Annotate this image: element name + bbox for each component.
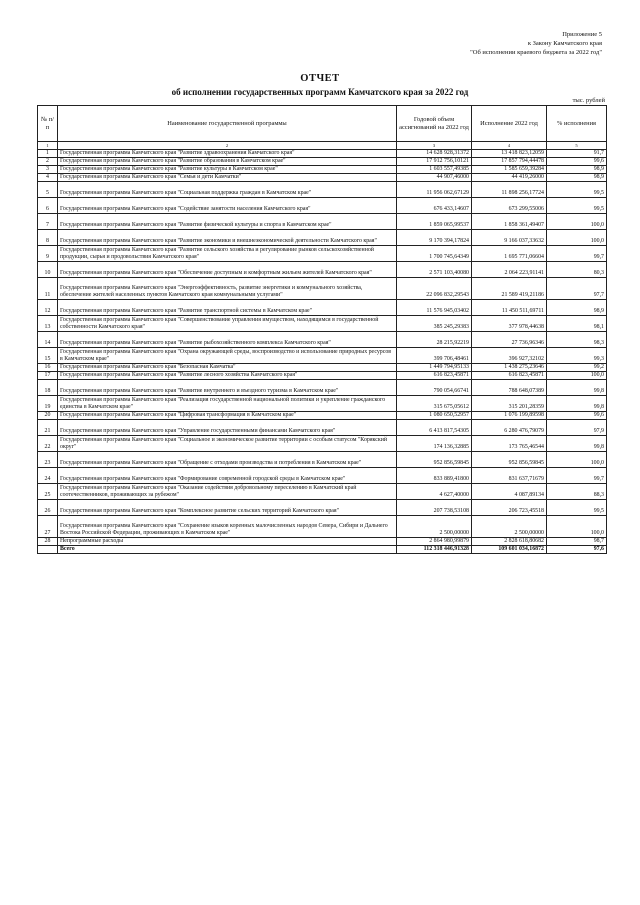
- actual-amount: 616 823,45871: [472, 372, 547, 380]
- table-row: [38, 230, 607, 246]
- program-name: Государственная программа Камчатского края "Безопасная Камчатка": [58, 364, 397, 372]
- planned-amount: 1 859 065,99537: [397, 214, 472, 230]
- actual-amount: 17 857 794,44478: [472, 158, 547, 166]
- table-row: [38, 214, 607, 230]
- row-number: 2: [38, 158, 58, 166]
- planned-amount: 2 864 980,99879: [397, 538, 472, 546]
- actual-amount: 2 500,00000: [472, 516, 547, 538]
- table-row: [38, 516, 607, 538]
- execution-percent: 100,0: [547, 452, 607, 468]
- actual-amount: 11 898 256,17724: [472, 182, 547, 198]
- table-row: [38, 396, 607, 412]
- program-name: Государственная программа Камчатского края "Реализация государственной национальной политики и укрепление гражданского единства в Камчатском крае": [58, 396, 397, 412]
- row-number: 16: [38, 364, 58, 372]
- execution-percent: 99,5: [547, 198, 607, 214]
- actual-amount: 11 450 511,69711: [472, 300, 547, 316]
- table-header-row: [38, 106, 607, 142]
- row-number: 5: [38, 182, 58, 198]
- actual-amount: 2 064 223,91141: [472, 262, 547, 278]
- program-name: Государственная программа Камчатского края "Цифровая трансформация в Камчатском крае": [58, 412, 397, 420]
- column-index: 5: [547, 142, 607, 150]
- program-name: Государственная программа Камчатского края "Развитие культуры в Камчатском крае": [58, 166, 397, 174]
- execution-percent: 99,5: [547, 500, 607, 516]
- program-name: Государственная программа Камчатского края "Развитие образования в Камчатском крае": [58, 158, 397, 166]
- row-number: 23: [38, 452, 58, 468]
- report-title: ОТЧЕТ: [300, 73, 340, 84]
- program-name: Государственная программа Камчатского края "Семья и дети Камчатки": [58, 174, 397, 182]
- execution-percent: 98,9: [547, 166, 607, 174]
- table-row: [38, 436, 607, 452]
- planned-amount: 1 700 745,64349: [397, 246, 472, 262]
- appendix-line-2: к Закону Камчатского края: [527, 40, 602, 47]
- program-name: Государственная программа Камчатского края "Содействие занятости населения Камчатского края": [58, 198, 397, 214]
- row-number: 4: [38, 174, 58, 182]
- program-name: Государственная программа Камчатского края "Развитие внутреннего и въездного туризма в Камчатском крае": [58, 380, 397, 396]
- appendix-line-3: "Об исполнении краевого бюджета за 2022 год": [470, 49, 602, 56]
- table-body: [38, 150, 607, 554]
- report-table: [37, 105, 607, 554]
- program-name: Государственная программа Камчатского края "Развитие экономики и внешнеэкономической деятельности Камчатского края": [58, 230, 397, 246]
- program-name: Государственная программа Камчатского края "Комплексное развитие сельских территорий Камчатского края": [58, 500, 397, 516]
- program-name: Государственная программа Камчатского края "Энергоэффективность, развитие энергетики и коммунального хозяйства, обеспечение жителей населенных пунктов Камчатского края коммунальными услугами": [58, 278, 397, 300]
- planned-amount: 14 628 928,31372: [397, 150, 472, 158]
- table-row: [38, 262, 607, 278]
- planned-amount: 11 956 062,67129: [397, 182, 472, 198]
- row-number: 18: [38, 380, 58, 396]
- actual-amount: 13 418 823,12059: [472, 150, 547, 158]
- execution-percent: 98,9: [547, 174, 607, 182]
- actual-amount: 396 927,32102: [472, 348, 547, 364]
- row-number: 13: [38, 316, 58, 332]
- execution-percent: 99,3: [547, 348, 607, 364]
- header-num: № п/п: [38, 106, 58, 142]
- execution-percent: 80,3: [547, 262, 607, 278]
- planned-amount: 207 738,53108: [397, 500, 472, 516]
- header-name: Наименование государственной программы: [58, 106, 397, 142]
- actual-amount: 6 280 476,79079: [472, 420, 547, 436]
- planned-amount: 616 823,45871: [397, 372, 472, 380]
- execution-percent: 99,8: [547, 436, 607, 452]
- planned-amount: 1 449 794,95133: [397, 364, 472, 372]
- program-name: Государственная программа Камчатского края "Социальное и экономическое развитие территории с особым статусом "Корякский округ": [58, 436, 397, 452]
- program-name: Государственная программа Камчатского края "Формирование современной городской среды в Камчатском крае": [58, 468, 397, 484]
- execution-percent: 88,3: [547, 484, 607, 500]
- table-row: [38, 500, 607, 516]
- program-name: Государственная программа Камчатского края "Развитие рыбохозяйственного комплекса Камчатского края": [58, 332, 397, 348]
- execution-percent: 99,8: [547, 396, 607, 412]
- program-name: Государственная программа Камчатского края "Обеспечение доступным и комфортным жильем жителей Камчатского края": [58, 262, 397, 278]
- program-name: Государственная программа Камчатского края "Развитие транспортной системы в Камчатском крае": [58, 300, 397, 316]
- row-number: 12: [38, 300, 58, 316]
- execution-percent: 100,0: [547, 214, 607, 230]
- actual-amount: 377 978,44638: [472, 316, 547, 332]
- planned-amount: 399 706,48461: [397, 348, 472, 364]
- program-name: Государственная программа Камчатского края "Сохранение языков коренных малочисленных народов Севера, Сибири и Дальнего Востока Российской Федерации, проживающих в Камчатском крае": [58, 516, 397, 538]
- execution-percent: 91,7: [547, 150, 607, 158]
- table-row: [38, 364, 607, 372]
- report-subtitle: об исполнении государственных программ Камчатского края за 2022 год: [171, 87, 469, 97]
- table-row: [38, 420, 607, 436]
- execution-percent: 98,9: [547, 300, 607, 316]
- header-percent: % исполнения: [547, 106, 607, 142]
- total-execution-percent: 97,6: [547, 546, 607, 554]
- units-label: тыс. рублей: [572, 97, 605, 104]
- execution-percent: 99,2: [547, 364, 607, 372]
- execution-percent: 98,7: [547, 538, 607, 546]
- column-index-row: [38, 142, 607, 150]
- table-row: [38, 452, 607, 468]
- column-index: 2: [58, 142, 397, 150]
- column-index: 3: [397, 142, 472, 150]
- planned-amount: 676 433,14607: [397, 198, 472, 214]
- row-number: 6: [38, 198, 58, 214]
- appendix-line-1: Приложение 5: [562, 31, 602, 38]
- row-number: 17: [38, 372, 58, 380]
- row-number: 15: [38, 348, 58, 364]
- actual-amount: 21 589 419,21186: [472, 278, 547, 300]
- table-row: [38, 412, 607, 420]
- table-row: [38, 538, 607, 546]
- row-number: 19: [38, 396, 58, 412]
- actual-amount: 673 299,55006: [472, 198, 547, 214]
- row-number: 7: [38, 214, 58, 230]
- program-name: Государственная программа Камчатского края "Оказание содействия добровольному переселению в Камчатский край соотечественников, проживающих за рубежом": [58, 484, 397, 500]
- execution-percent: 97,9: [547, 420, 607, 436]
- program-name: Государственная программа Камчатского края "Развитие сельского хозяйства и регулирование рынков сельскохозяйственной продукции, сырья и продовольствия Камчатского края": [58, 246, 397, 262]
- planned-amount: 315 675,05612: [397, 396, 472, 412]
- planned-amount: 1 603 557,49385: [397, 166, 472, 174]
- planned-amount: 22 096 832,29543: [397, 278, 472, 300]
- row-number: 25: [38, 484, 58, 500]
- planned-amount: 11 576 945,03402: [397, 300, 472, 316]
- actual-amount: 1 076 199,89598: [472, 412, 547, 420]
- execution-percent: 97,7: [547, 278, 607, 300]
- total-row-number: [38, 546, 58, 554]
- planned-amount: 9 170 394,17824: [397, 230, 472, 246]
- execution-percent: 99,8: [547, 380, 607, 396]
- planned-amount: 17 912 756,10121: [397, 158, 472, 166]
- program-name: Государственная программа Камчатского края "Развитие физической культуры и спорта в Камчатском крае": [58, 214, 397, 230]
- program-name: Государственная программа Камчатского края "Охрана окружающей среды, воспроизводство и использование природных ресурсов в Камчатском крае": [58, 348, 397, 364]
- planned-amount: 6 413 817,54305: [397, 420, 472, 436]
- row-number: 20: [38, 412, 58, 420]
- row-number: 8: [38, 230, 58, 246]
- row-number: 9: [38, 246, 58, 262]
- table-row: [38, 468, 607, 484]
- table-row: [38, 158, 607, 166]
- actual-amount: 315 201,28359: [472, 396, 547, 412]
- row-number: 22: [38, 436, 58, 452]
- execution-percent: 99,7: [547, 246, 607, 262]
- actual-amount: 1 585 659,39284: [472, 166, 547, 174]
- total-planned-amount: 112 318 446,91328: [397, 546, 472, 554]
- program-name: Государственная программа Камчатского края "Обращение с отходами производства и потребления в Камчатском крае": [58, 452, 397, 468]
- program-name: Государственная программа Камчатского края "Развитие лесного хозяйства Камчатского края": [58, 372, 397, 380]
- table-row: [38, 484, 607, 500]
- execution-percent: 100,0: [547, 372, 607, 380]
- appendix-note: [362, 30, 602, 57]
- planned-amount: 790 054,66741: [397, 380, 472, 396]
- actual-amount: 1 695 771,06604: [472, 246, 547, 262]
- actual-amount: 206 723,45518: [472, 500, 547, 516]
- row-number: 26: [38, 500, 58, 516]
- actual-amount: 173 765,46544: [472, 436, 547, 452]
- row-number: 21: [38, 420, 58, 436]
- row-number: 24: [38, 468, 58, 484]
- table-row: [38, 332, 607, 348]
- execution-percent: 98,3: [547, 332, 607, 348]
- actual-amount: 27 736,96346: [472, 332, 547, 348]
- table-row: [38, 372, 607, 380]
- header-plan: Годовой объем ассигнований на 2022 год: [397, 106, 472, 142]
- execution-percent: 99,7: [547, 468, 607, 484]
- column-index: 4: [472, 142, 547, 150]
- table-row: [38, 174, 607, 182]
- planned-amount: 833 889,41800: [397, 468, 472, 484]
- table-row: [38, 246, 607, 262]
- actual-amount: 2 828 618,80682: [472, 538, 547, 546]
- table-row: [38, 300, 607, 316]
- actual-amount: 1 438 275,23646: [472, 364, 547, 372]
- total-actual-amount: 109 601 034,16872: [472, 546, 547, 554]
- row-number: 11: [38, 278, 58, 300]
- planned-amount: 4 627,40000: [397, 484, 472, 500]
- row-number: 1: [38, 150, 58, 158]
- actual-amount: 788 648,07389: [472, 380, 547, 396]
- actual-amount: 1 858 361,49407: [472, 214, 547, 230]
- program-name: Непрограммные расходы: [58, 538, 397, 546]
- program-name: Государственная программа Камчатского края "Управление государственными финансами Камчатского края": [58, 420, 397, 436]
- execution-percent: 99,6: [547, 158, 607, 166]
- table-row: [38, 198, 607, 214]
- program-name: Государственная программа Камчатского края "Развитие здравоохранения Камчатского края": [58, 150, 397, 158]
- table-row: [38, 182, 607, 198]
- row-number: 14: [38, 332, 58, 348]
- planned-amount: 385 245,29383: [397, 316, 472, 332]
- execution-percent: 100,0: [547, 230, 607, 246]
- execution-percent: 99,6: [547, 412, 607, 420]
- table-row: [38, 348, 607, 364]
- table-row: [38, 150, 607, 158]
- header-actual: Исполнение 2022 год: [472, 106, 547, 142]
- table-row: [38, 278, 607, 300]
- actual-amount: 831 637,71679: [472, 468, 547, 484]
- row-number: 27: [38, 516, 58, 538]
- row-number: 28: [38, 538, 58, 546]
- column-index: 1: [38, 142, 58, 150]
- total-row: [38, 546, 607, 554]
- table-row: [38, 166, 607, 174]
- row-number: 10: [38, 262, 58, 278]
- table-row: [38, 316, 607, 332]
- total-program-name: Всего: [58, 546, 397, 554]
- planned-amount: 44 907,46000: [397, 174, 472, 182]
- program-name: Государственная программа Камчатского края "Совершенствование управления имуществом, находящимся в государственной собственности Камчатского края": [58, 316, 397, 332]
- planned-amount: 2 571 103,40080: [397, 262, 472, 278]
- execution-percent: 100,0: [547, 516, 607, 538]
- actual-amount: 44 419,26000: [472, 174, 547, 182]
- planned-amount: 174 136,32885: [397, 436, 472, 452]
- actual-amount: 952 856,59845: [472, 452, 547, 468]
- planned-amount: 2 500,00000: [397, 516, 472, 538]
- program-name: Государственная программа Камчатского края "Социальная поддержка граждан в Камчатском крае": [58, 182, 397, 198]
- planned-amount: 1 080 650,52957: [397, 412, 472, 420]
- planned-amount: 28 215,92219: [397, 332, 472, 348]
- row-number: 3: [38, 166, 58, 174]
- actual-amount: 4 087,89134: [472, 484, 547, 500]
- actual-amount: 9 166 037,33632: [472, 230, 547, 246]
- planned-amount: 952 856,59845: [397, 452, 472, 468]
- table-row: [38, 380, 607, 396]
- execution-percent: 98,1: [547, 316, 607, 332]
- execution-percent: 99,5: [547, 182, 607, 198]
